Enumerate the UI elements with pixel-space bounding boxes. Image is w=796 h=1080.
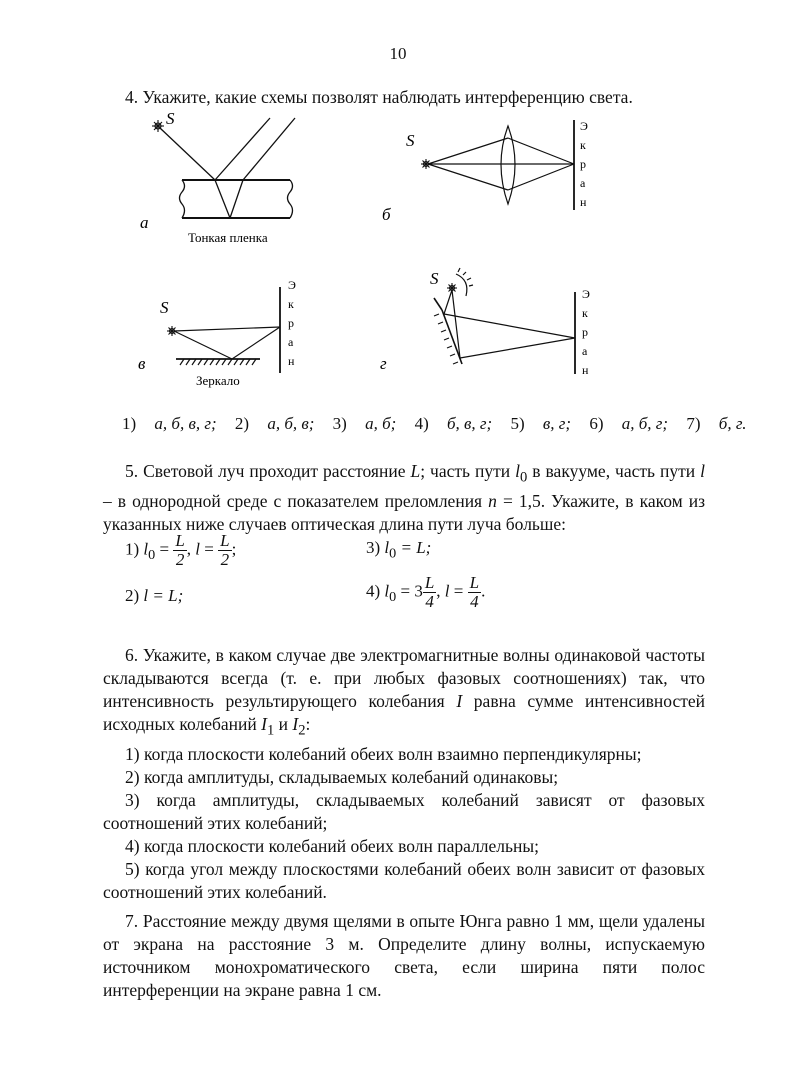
svg-text:Э: Э — [288, 278, 296, 292]
source-label-b: S — [406, 131, 415, 150]
caption-thin-film: Тонкая пленка — [188, 230, 268, 245]
svg-text:а: а — [582, 344, 588, 358]
figure-letter-v: в — [138, 354, 146, 373]
figure-letter-b: б — [382, 205, 391, 224]
refracted-ray — [215, 180, 230, 218]
film-right-break — [288, 180, 293, 218]
source-star-b-icon — [421, 159, 431, 169]
question-4-text: 4. Укажите, какие схемы позволят наблюдать интерференцию света. — [125, 87, 633, 107]
answer-option: 6) а, б, г; — [589, 414, 669, 433]
screen-label-b — [580, 119, 588, 209]
svg-text:а: а — [580, 176, 586, 190]
answer-option: 2) а, б, в; — [234, 414, 315, 433]
page-number: 10 — [389, 44, 407, 63]
option-item: 4) когда плоскости колебаний обеих волн параллельны; — [125, 835, 540, 856]
lens-shape — [501, 126, 515, 204]
option-item: 2) когда амплитуды, складываемых колебаний одинаковы; — [125, 766, 559, 787]
reflected-ray-1 — [215, 118, 270, 180]
svg-text:р: р — [288, 316, 294, 330]
svg-text:а: а — [288, 335, 294, 349]
question-5-text: 5. Световой луч проходит расстояние L; часть пути $l_0$ в вакууме, часть пути l – в однородной среде с показателем преломления n = 1,5. Укажите, в каком из указанных ниже случаев оптическая длина пути луча больше: — [103, 461, 706, 534]
question-6-options — [103, 743, 705, 904]
screen-label-v — [288, 278, 296, 368]
source-star-g-icon — [447, 283, 457, 293]
answer-option: 4) б, в, г; — [414, 414, 493, 433]
film-left-break — [180, 180, 185, 218]
source-shield-arc — [456, 274, 467, 296]
source-star-v-icon — [167, 326, 177, 336]
svg-text:к: к — [582, 306, 588, 320]
svg-text:н: н — [288, 354, 295, 368]
question-7 — [103, 910, 705, 1002]
option-item: 3) когда амплитуды, складываемых колебаний зависят от фазовых соотношений этих колебаний; — [103, 789, 705, 833]
figure-v-mirror — [130, 265, 315, 395]
option-item: 1) когда плоскости колебаний обеих волн взаимно перпендикулярны; — [125, 743, 642, 764]
question-5-option-4: 4) $l_0 = 3$ $\frac{L}{4}$ , l = $\frac{L}{4}$ . — [366, 573, 486, 611]
source-label-g: S — [430, 269, 439, 288]
question-5-option-1: 1) $l_0$ = $\frac{L}{2}$ , l = $\frac{L}{2}$ ; — [125, 531, 237, 569]
mirror-upper — [434, 298, 442, 310]
figure-b-lens — [370, 118, 600, 228]
question-4-title — [103, 86, 705, 109]
answer-option: 3) а, б; — [332, 414, 397, 433]
source-label-a: S — [166, 109, 175, 128]
question-6 — [103, 644, 705, 904]
question-5-option-3: 3) $l_0 = L$; — [366, 538, 432, 562]
question-5-option-2: 2) l = L; — [125, 586, 184, 605]
answer-option: 5) в, г; — [510, 414, 572, 433]
figure-letter-g: г — [380, 354, 387, 373]
svg-text:н: н — [582, 363, 589, 377]
question-6-text: 6. Укажите, в каком случае две электромагнитные волны одинаковой частоты складываются всегда (т. е. при любых фазовых соотношениях) так, что интенсивность результирующего колебания I равна сумме интенсивностей исходных колебаний $I_1$ и $I_2$: — [103, 645, 705, 739]
svg-text:Э: Э — [582, 287, 590, 301]
question-4-answers — [122, 414, 747, 434]
svg-text:к: к — [288, 297, 294, 311]
svg-text:р: р — [582, 325, 588, 339]
incident-ray-a — [160, 128, 215, 180]
source-label-v: S — [160, 298, 169, 317]
figure-a-thin-film — [130, 108, 320, 253]
figure-letter-a: а — [140, 213, 149, 232]
svg-text:Э: Э — [580, 119, 588, 133]
caption-mirror: Зеркало — [196, 373, 240, 388]
reflected-ray-2 — [243, 118, 295, 180]
option-item: 5) когда угол между плоскостями колебаний обеих волн зависит от фазовых соотношений этих колебаний. — [103, 858, 705, 902]
figure-g-bimirror — [370, 262, 600, 392]
answer-option: 7) б, г. — [686, 414, 747, 433]
svg-text:к: к — [580, 138, 586, 152]
question-5 — [103, 460, 705, 536]
svg-text:н: н — [580, 195, 587, 209]
mirror-lower — [442, 310, 462, 364]
screen-label-g — [582, 287, 590, 377]
internal-ray — [230, 180, 243, 218]
svg-text:р: р — [580, 157, 586, 171]
answer-option: 1) а, б, в, г; — [122, 414, 217, 433]
question-7-text: 7. Расстояние между двумя щелями в опыте Юнга равно 1 мм, щели удалены от экрана на расстояние 3 м. Определите длину волны, испускаемую источником монохроматического света, если ширина пяти полос интерференции на экране равна 1 см. — [103, 911, 705, 1000]
